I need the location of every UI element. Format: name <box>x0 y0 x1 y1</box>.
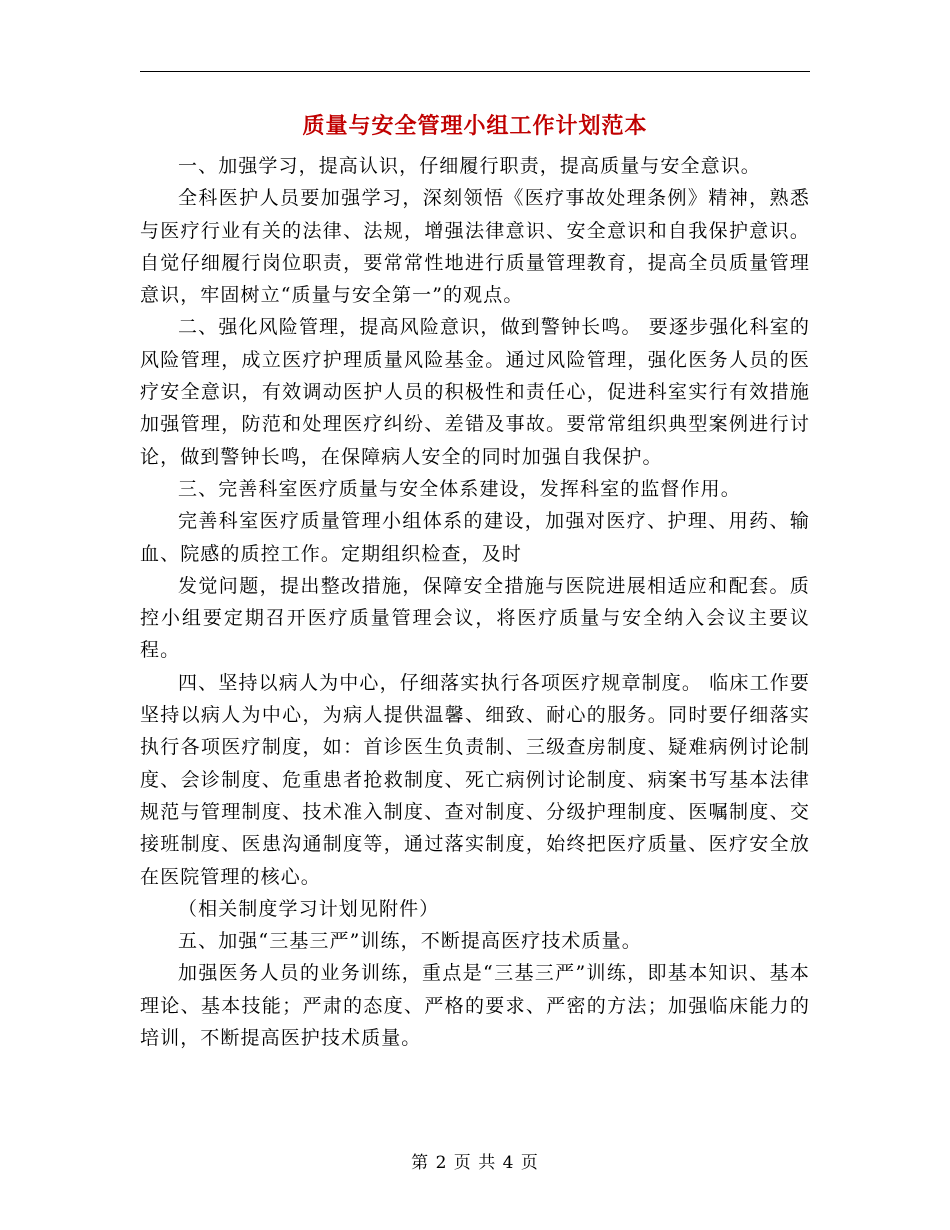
page-number: 第 2 页 共 4 页 <box>411 1153 539 1173</box>
body-paragraph: 发觉问题，提出整改措施，保障安全措施与医院进展相适应和配套。质控小组要定期召开医疗质量管理会议，将医疗质量与安全纳入会议主要议程。 <box>140 574 810 662</box>
section-heading-4: 四、坚持以病人为中心，仔细落实执行各项医疗规章制度。 临床工作要坚持以病人为中心，为病人提供温馨、细致、耐心的服务。同时要仔细落实执行各项医疗制度，如：首诊医生负责制、三级查房制度、疑难病例讨论制度、会诊制度、危重患者抢救制度、死亡病例讨论制度、病案书写基本法律规范与管理制度、技术准入制度、查对制度、分级护理制度、医嘱制度、交接班制度、医患沟通制度等，通过落实制度，始终把医疗质量、医疗安全放在医院管理的核心。 <box>140 671 810 888</box>
document-body <box>140 150 810 1054</box>
body-paragraph: 全科医护人员要加强学习，深刻领悟《医疗事故处理条例》精神，熟悉与医疗行业有关的法律、法规，增强法律意识、安全意识和自我保护意识。自觉仔细履行岗位职责，要常常性地进行质量管理教育，提高全员质量管理意识，牢固树立“质量与安全第一”的观点。 <box>140 187 810 307</box>
section-heading-5: 五、加强“三基三严”训练，不断提高医疗技术质量。 <box>178 930 642 953</box>
document-title: 质量与安全管理小组工作计划范本 <box>302 113 648 139</box>
section-heading-1: 一、加强学习，提高认识，仔细履行职责，提高质量与安全意识。 <box>178 155 761 177</box>
attachment-note: （相关制度学习计划见附件） <box>178 897 440 920</box>
header-rule <box>140 71 810 72</box>
body-paragraph: 完善科室医疗质量管理小组体系的建设，加强对医疗、护理、用药、输血、院感的质控工作。定期组织检查，及时 <box>140 510 810 565</box>
body-paragraph: 加强医务人员的业务训练，重点是“三基三严”训练，即基本知识、基本理论、基本技能；严肃的态度、严格的要求、严密的方法；加强临床能力的培训，不断提高医护技术质量。 <box>140 962 810 1050</box>
section-heading-2: 二、强化风险管理，提高风险意识，做到警钟长鸣。 要逐步强化科室的风险管理，成立医疗护理质量风险基金。通过风险管理，强化医务人员的医疗安全意识，有效调动医护人员的积极性和责任心，促进科室实行有效措施加强管理，防范和处理医疗纠纷、差错及事故。要常常组织典型案例进行讨论，做到警钟长鸣，在保障病人安全的同时加强自我保护。 <box>140 316 810 468</box>
section-heading-3: 三、完善科室医疗质量与安全体系建设，发挥科室的监督作用。 <box>178 477 741 500</box>
